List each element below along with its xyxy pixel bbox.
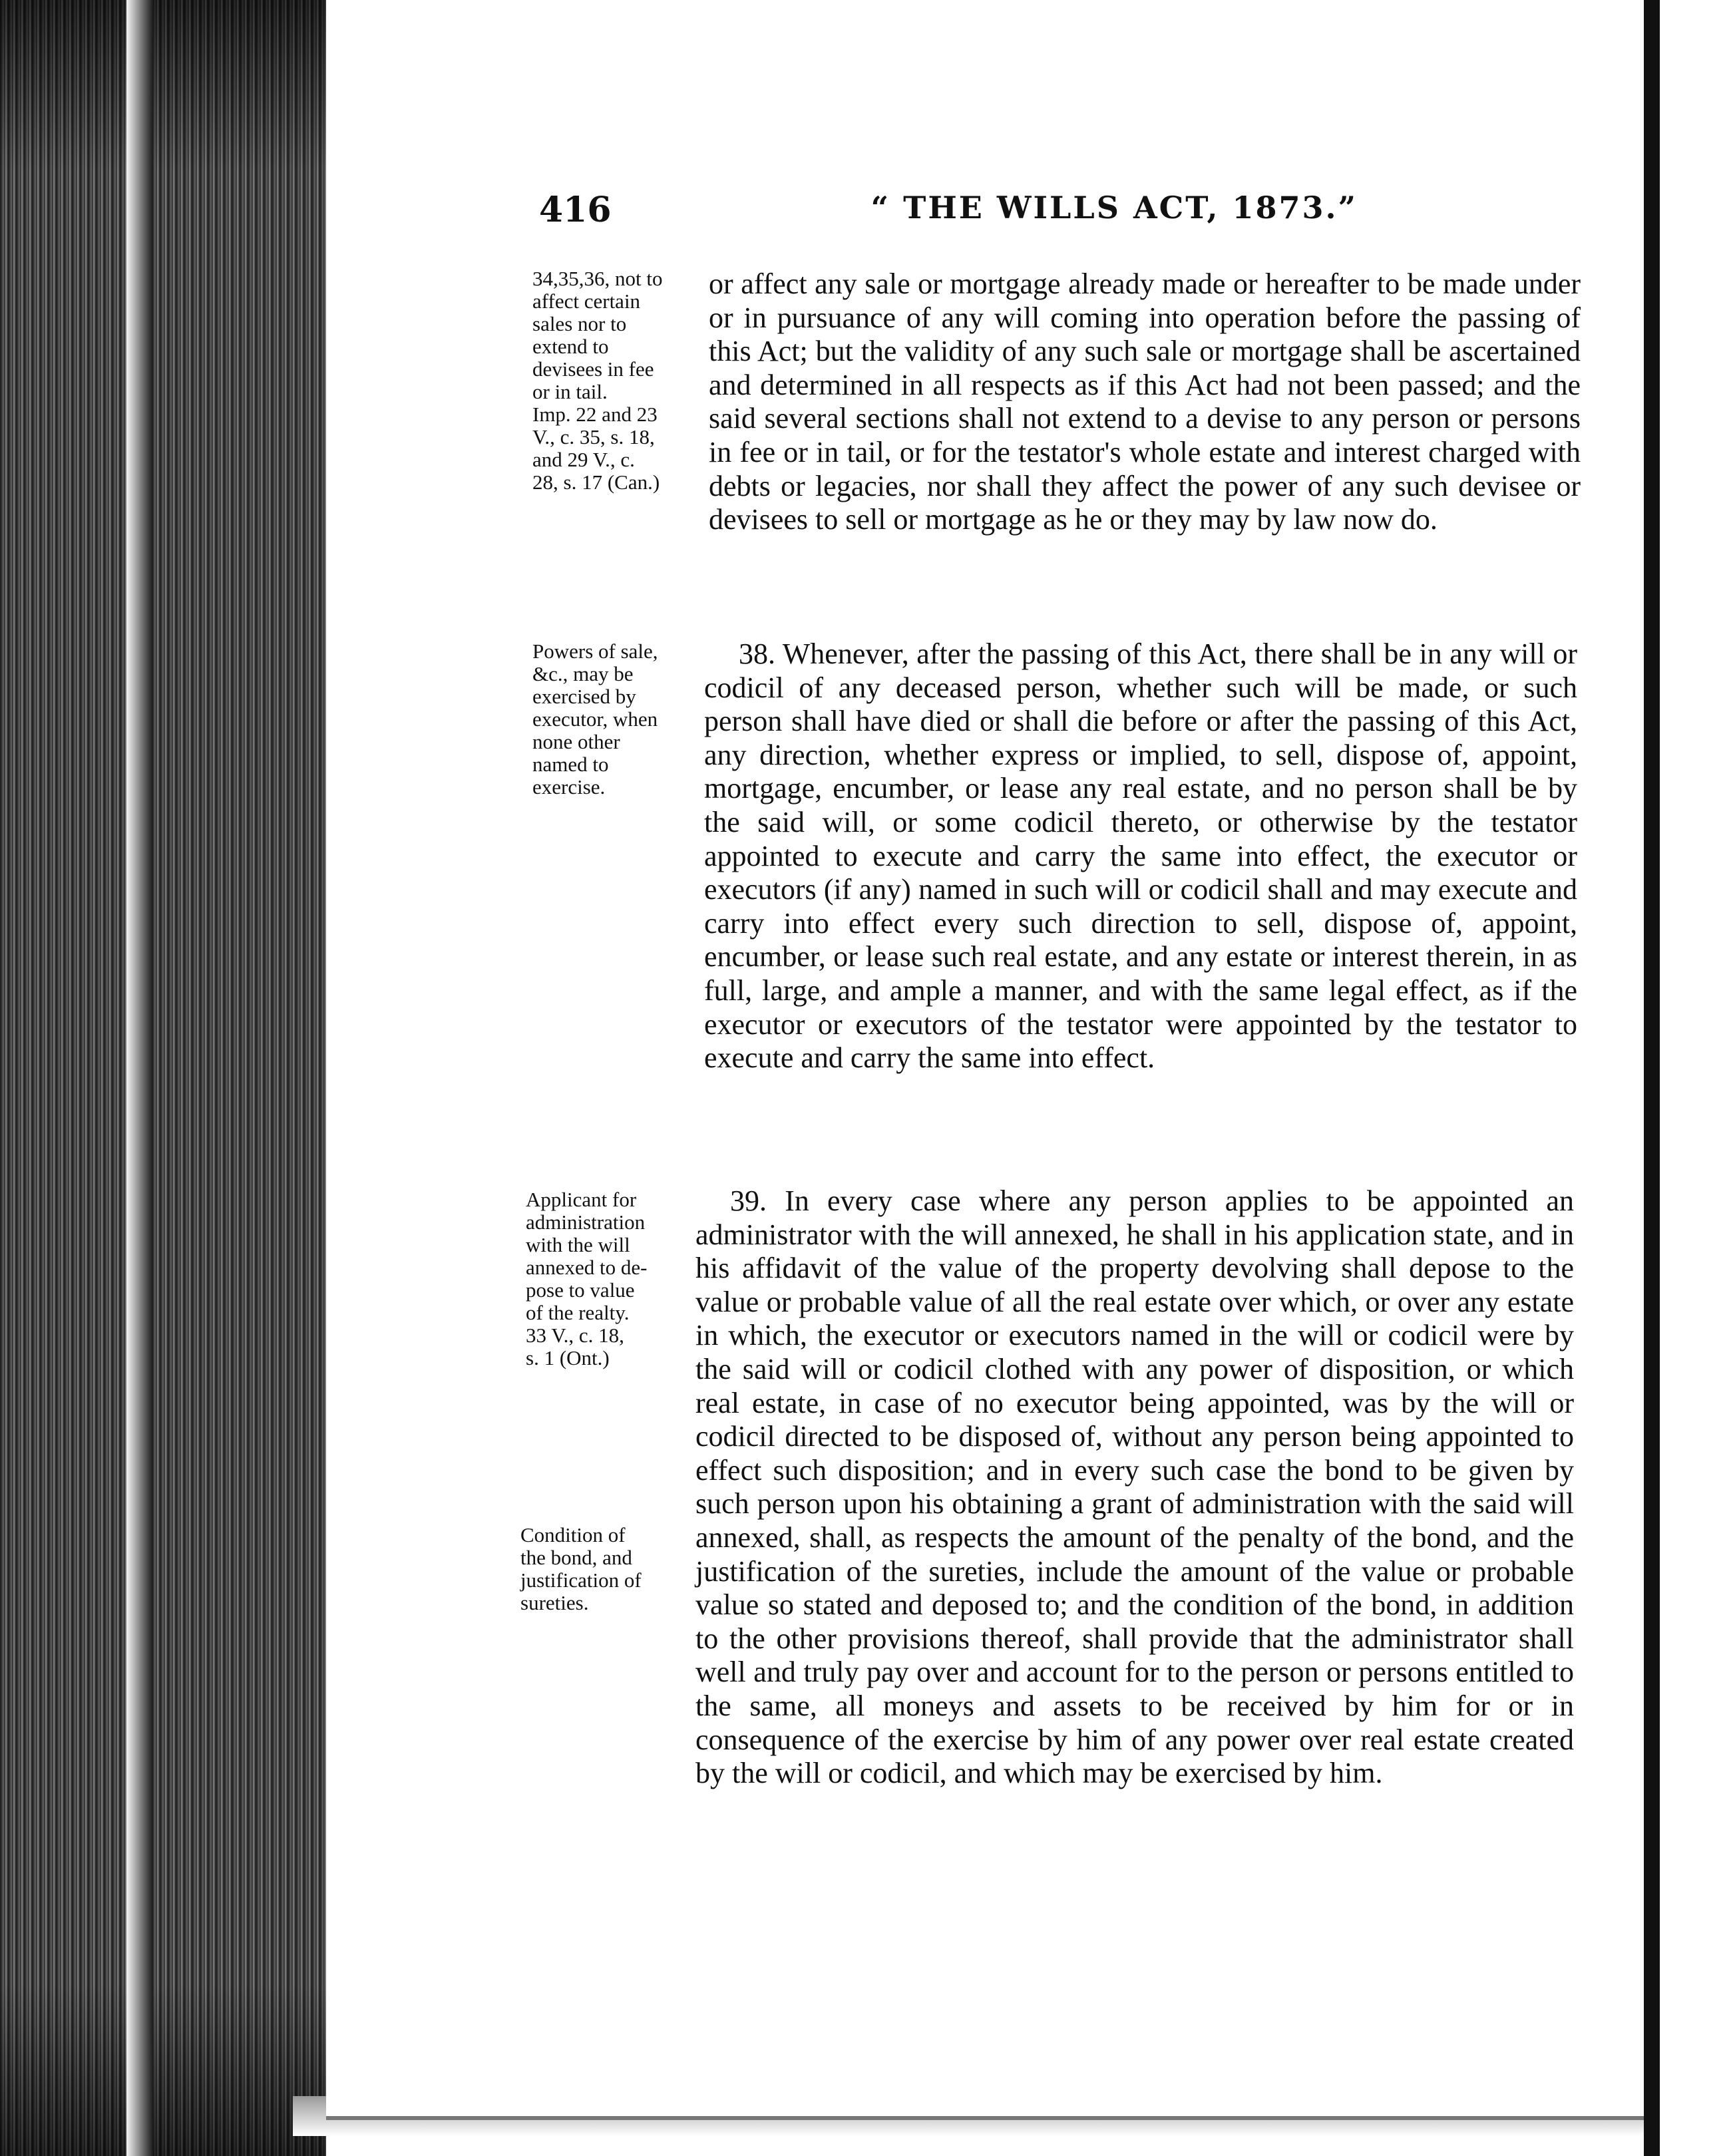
paragraph: 39. In every case where any person applies to be appointed an administrator with the will annexed, he shall in his application state, and in his affidavit of the value of the property devolving shall depose to the value or probable value of all the real estate over which, or over any estate in which, the executor or executors named in the will or codicil were by the said will or codicil clothed with any power of disposition, or which real estate, in case of no executor being appointed, was by the will or codicil directed to be disposed of, without any person being appointed to effect such disposition; and in every such case the bond to be given by such person upon his obtaining a grant of administration with the said will annexed, shall, as respects the amount of the penalty of the bond, and the justification of the sureties, include the amount of the value or probable value so stated and deposed to; and the condition of the bond, in addition to the other provisions thereof, shall provide that the administrator shall well and truly pay over and account for to the person or persons entitled to the same, all moneys and assets to be received by him for or in consequence of the exercise by him of any power over real estate created by the will or codicil, and which may be exercised by him. (695, 1184, 1574, 1790)
right-page-edge (1644, 0, 1660, 2156)
paragraph: 38. Whenever, after the passing of this Act, there shall be in any will or codicil of any deceased person, whether such will be made, or such person shall have died or shall die before or after the passing of this Act, any direction, whether express or implied, to sell, dispose of, appoint, mortgage, encumber, or lease any real estate, and no person shall be by the said will, or some codicil thereto, or otherwise by the testator appointed to execute and carry the same into effect, the executor or executors (if any) named in such will or codicil shall and may execute and carry into effect every such direction to sell, dispose of, appoint, encumber, or lease such real estate, and any estate or interest therein, in as full, large, and ample a manner, and with the same legal effect, as if the executor or executors of the testator were appointed by the testator to execute and carry the same into effect. (704, 637, 1577, 1075)
page-number: 416 (539, 190, 612, 230)
gutter-shadow (126, 0, 153, 2156)
marginal-note: Applicant for administration with the will annexed to de- pose to value of the realty. 33 V., c. 18, s. 1 (Ont.) (526, 1188, 648, 1369)
book-fore-edge (0, 0, 326, 2156)
right-scan-margin (1660, 0, 1733, 2156)
marginal-note: 34,35,36, not to affect certain sales nor to extend to devisees in fee or in tail. Imp. 22 and 23 V., c. 35, s. 18, and 29 V., c. 28, s. 17 (Can.) (532, 267, 663, 494)
page-header (539, 190, 1358, 243)
marginal-note: Condition of the bond, and justification of sureties. (520, 1523, 642, 1614)
paragraph: or affect any sale or mortgage already made or hereafter to be made under or in pursuance of any will coming into operation before the passing of this Act; but the validity of any such sale or mortgage shall be ascertained and determined in all respects as if this Act had not been passed; and the said several sections shall not extend to a devise to any person or persons in fee or in tail, or for the testator's whole estate and interest charged with debts or legacies, nor shall they affect the power of any such devisee or devisees to sell or mortgage as he or they may by law now do. (709, 268, 1581, 536)
section-text (704, 637, 1577, 1075)
section-text (695, 1184, 1574, 1791)
marginal-note: Powers of sale, &c., may be exercised by executor, when none other named to exercise. (532, 639, 658, 799)
section-text (709, 268, 1581, 537)
running-head: “ THE WILLS ACT, 1873.” (870, 190, 1358, 226)
